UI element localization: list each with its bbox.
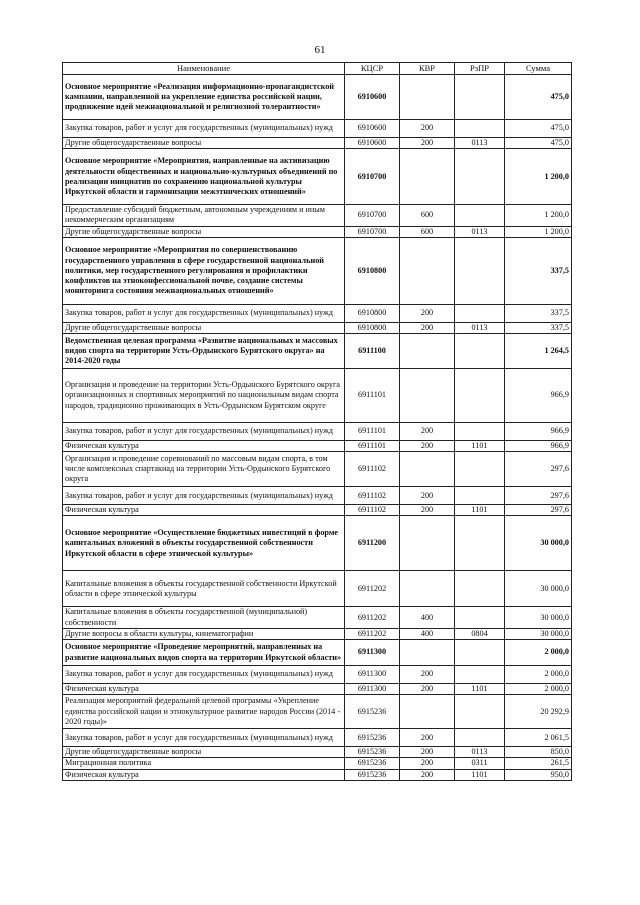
table-row	[63, 441, 572, 452]
cell-kcsr: 6911101	[345, 369, 400, 423]
cell-sum: 966,9	[505, 369, 572, 423]
table-row	[63, 571, 572, 607]
cell-sum: 475,0	[505, 120, 572, 138]
cell-rzpr	[455, 571, 505, 607]
cell-name: Основное мероприятие «Проведение мероприятий, направленных на развитие национальных видов спорта на территории Иркутской области»	[63, 640, 345, 666]
cell-name: Закупка товаров, работ и услуг для государственных (муниципальных) нужд	[63, 120, 345, 138]
table-row	[63, 505, 572, 516]
table-row	[63, 334, 572, 369]
cell-kcsr: 6910800	[345, 304, 400, 322]
table-row	[63, 149, 572, 205]
cell-name: Физическая культура	[63, 684, 345, 695]
cell-name: Миграционная политика	[63, 758, 345, 769]
cell-rzpr	[455, 423, 505, 441]
cell-rzpr	[455, 452, 505, 487]
cell-kcsr: 6915236	[345, 769, 400, 780]
table-row	[63, 304, 572, 322]
table-row	[63, 758, 572, 769]
cell-sum: 297,6	[505, 487, 572, 505]
cell-kvr	[400, 75, 455, 120]
cell-name: Организация и проведение соревнований по массовым видам спорта, в том числе комплексных спартакиад на территории Усть-Ордынского Бурятского округа	[63, 452, 345, 487]
cell-kvr	[400, 369, 455, 423]
cell-kvr: 600	[400, 226, 455, 237]
cell-rzpr: 0113	[455, 322, 505, 333]
cell-kcsr: 6910700	[345, 149, 400, 205]
cell-sum: 1 200,0	[505, 149, 572, 205]
page-number: 61	[314, 44, 326, 56]
cell-sum: 950,0	[505, 769, 572, 780]
budget-table	[62, 62, 572, 781]
cell-name: Другие общегосударственные вопросы	[63, 322, 345, 333]
table-row	[63, 237, 572, 304]
cell-rzpr: 0113	[455, 747, 505, 758]
cell-name: Основное мероприятие «Мероприятия, направленные на активизацию деятельности общественных и национально-культурных объединений по реализации инициатив по сохранению национальной культуры Иркутской области и гармонизации межэтнических отношений»	[63, 149, 345, 205]
cell-kcsr: 6911101	[345, 423, 400, 441]
cell-name: Физическая культура	[63, 769, 345, 780]
cell-kcsr: 6911202	[345, 607, 400, 628]
cell-sum: 297,6	[505, 505, 572, 516]
cell-kvr: 200	[400, 758, 455, 769]
cell-kvr	[400, 516, 455, 571]
cell-name: Закупка товаров, работ и услуг для государственных (муниципальных) нужд	[63, 304, 345, 322]
cell-kvr	[400, 640, 455, 666]
cell-kvr	[400, 452, 455, 487]
cell-rzpr	[455, 607, 505, 628]
cell-name: Другие общегосударственные вопросы	[63, 226, 345, 237]
cell-kvr: 200	[400, 423, 455, 441]
cell-kcsr: 6911101	[345, 441, 400, 452]
cell-kvr: 200	[400, 487, 455, 505]
table-row	[63, 205, 572, 226]
cell-kvr	[400, 149, 455, 205]
cell-kvr: 400	[400, 607, 455, 628]
cell-kcsr: 6910800	[345, 322, 400, 333]
cell-kcsr: 6911202	[345, 571, 400, 607]
header-sum: Сумма	[505, 63, 572, 75]
cell-kvr	[400, 237, 455, 304]
table-header-row	[63, 63, 572, 75]
cell-rzpr	[455, 487, 505, 505]
table-row	[63, 747, 572, 758]
cell-kcsr: 6911102	[345, 505, 400, 516]
cell-kvr: 200	[400, 505, 455, 516]
cell-rzpr	[455, 205, 505, 226]
cell-rzpr: 0804	[455, 628, 505, 639]
cell-name: Основное мероприятие «Осуществление бюджетных инвестиций в форме капитальных вложений в объекты государственной собственности Иркутской области в сфере этнической культуры»	[63, 516, 345, 571]
cell-rzpr: 1101	[455, 769, 505, 780]
cell-sum: 30 000,0	[505, 607, 572, 628]
cell-sum: 850,0	[505, 747, 572, 758]
table-row	[63, 769, 572, 780]
cell-sum: 20 292,9	[505, 695, 572, 729]
table-body	[63, 75, 572, 781]
cell-name: Организация и проведение на территории Усть-Ордынского Бурятского округа организационных и спортивных мероприятий по национальным видам спорта народов, традиционно проживающих в Усть-Ордынском Бурятском округе	[63, 369, 345, 423]
cell-kvr	[400, 571, 455, 607]
cell-kcsr: 6911102	[345, 452, 400, 487]
cell-kvr: 200	[400, 322, 455, 333]
table-row	[63, 729, 572, 747]
cell-name: Закупка товаров, работ и услуг для государственных (муниципальных) нужд	[63, 487, 345, 505]
cell-name: Закупка товаров, работ и услуг для государственных (муниципальных) нужд	[63, 729, 345, 747]
table-row	[63, 695, 572, 729]
cell-kcsr: 6915236	[345, 758, 400, 769]
cell-name: Капитальные вложения в объекты государственной (муниципальной) собственности	[63, 607, 345, 628]
table-row	[63, 684, 572, 695]
cell-sum: 2 061,5	[505, 729, 572, 747]
cell-name: Основное мероприятие «Реализация информационно-пропагандистской кампании, направленной на укрепление единства российской нации, продвижение идей межнациональной и религиозной толерантности»	[63, 75, 345, 120]
cell-sum: 1 200,0	[505, 205, 572, 226]
table-row	[63, 369, 572, 423]
cell-kcsr: 6911300	[345, 640, 400, 666]
cell-rzpr	[455, 120, 505, 138]
cell-name: Основное мероприятие «Мероприятия по совершенствованию государственного управления в сфере государственной национальной политики, мер государственного регулирования и профилактики конфликтов на этноконфессиональной почве, создание системы мониторинга состояния межнациональных отношений»	[63, 237, 345, 304]
cell-sum: 30 000,0	[505, 571, 572, 607]
cell-sum: 297,6	[505, 452, 572, 487]
header-kvr: КВР	[400, 63, 455, 75]
cell-name: Ведомственная целевая программа «Развитие национальных и массовых видов спорта на территории Усть-Ордынского Бурятского округа» на 2014-2020 годы	[63, 334, 345, 369]
cell-sum: 966,9	[505, 423, 572, 441]
table-row	[63, 516, 572, 571]
cell-kvr: 200	[400, 684, 455, 695]
cell-rzpr	[455, 695, 505, 729]
cell-kcsr: 6911100	[345, 334, 400, 369]
cell-rzpr	[455, 149, 505, 205]
cell-name: Физическая культура	[63, 505, 345, 516]
table-row	[63, 640, 572, 666]
cell-kcsr: 6910600	[345, 138, 400, 149]
cell-kvr: 600	[400, 205, 455, 226]
cell-name: Закупка товаров, работ и услуг для государственных (муниципальных) нужд	[63, 423, 345, 441]
table-row	[63, 607, 572, 628]
table-row	[63, 75, 572, 120]
cell-name: Капитальные вложения в объекты государственной собственности Иркутской области в сфере этнической культуры	[63, 571, 345, 607]
table-row	[63, 322, 572, 333]
cell-rzpr	[455, 516, 505, 571]
cell-sum: 261,5	[505, 758, 572, 769]
cell-sum: 966,9	[505, 441, 572, 452]
cell-kcsr: 6911200	[345, 516, 400, 571]
cell-sum: 2 000,0	[505, 684, 572, 695]
table-row	[63, 487, 572, 505]
cell-kcsr: 6910700	[345, 205, 400, 226]
cell-kcsr: 6911202	[345, 628, 400, 639]
cell-rzpr	[455, 334, 505, 369]
cell-sum: 337,5	[505, 304, 572, 322]
cell-kvr: 200	[400, 304, 455, 322]
header-kcsr: КЦСР	[345, 63, 400, 75]
cell-kcsr: 6915236	[345, 695, 400, 729]
table-row	[63, 423, 572, 441]
cell-name: Предоставление субсидий бюджетным, автономным учреждениям и иным некоммерческим организациям	[63, 205, 345, 226]
cell-sum: 30 000,0	[505, 628, 572, 639]
cell-kcsr: 6910700	[345, 226, 400, 237]
header-rzpr: РзПР	[455, 63, 505, 75]
cell-rzpr: 0113	[455, 138, 505, 149]
cell-kvr: 200	[400, 441, 455, 452]
table-row	[63, 666, 572, 684]
cell-rzpr: 1101	[455, 684, 505, 695]
table-row	[63, 120, 572, 138]
cell-name: Другие вопросы в области культуры, кинематографии	[63, 628, 345, 639]
cell-name: Физическая культура	[63, 441, 345, 452]
cell-sum: 1 264,5	[505, 334, 572, 369]
table-row	[63, 628, 572, 639]
cell-kvr: 200	[400, 769, 455, 780]
cell-rzpr	[455, 666, 505, 684]
cell-sum: 30 000,0	[505, 516, 572, 571]
cell-kvr	[400, 695, 455, 729]
cell-name: Реализация мероприятий федеральной целевой программы «Укрепление единства российской нации и этнокультурное развитие народов России (2014 - 2020 годы)»	[63, 695, 345, 729]
cell-sum: 337,5	[505, 237, 572, 304]
cell-rzpr: 0113	[455, 226, 505, 237]
cell-kcsr: 6911300	[345, 684, 400, 695]
cell-kcsr: 6911300	[345, 666, 400, 684]
cell-rzpr	[455, 729, 505, 747]
cell-kvr: 200	[400, 747, 455, 758]
cell-name: Другие общегосударственные вопросы	[63, 138, 345, 149]
cell-kcsr: 6910800	[345, 237, 400, 304]
cell-kvr	[400, 334, 455, 369]
cell-rzpr: 0311	[455, 758, 505, 769]
cell-kcsr: 6915236	[345, 729, 400, 747]
cell-rzpr	[455, 640, 505, 666]
cell-kcsr: 6911102	[345, 487, 400, 505]
cell-rzpr: 1101	[455, 505, 505, 516]
cell-sum: 475,0	[505, 75, 572, 120]
cell-rzpr: 1101	[455, 441, 505, 452]
cell-sum: 1 200,0	[505, 226, 572, 237]
cell-sum: 2 000,0	[505, 666, 572, 684]
header-name: Наименование	[63, 63, 345, 75]
cell-rzpr	[455, 237, 505, 304]
cell-kvr: 200	[400, 138, 455, 149]
table-row	[63, 138, 572, 149]
table-row	[63, 452, 572, 487]
cell-kvr: 200	[400, 729, 455, 747]
cell-name: Закупка товаров, работ и услуг для государственных (муниципальных) нужд	[63, 666, 345, 684]
cell-rzpr	[455, 75, 505, 120]
cell-sum: 2 000,0	[505, 640, 572, 666]
table-row	[63, 226, 572, 237]
cell-kcsr: 6910600	[345, 75, 400, 120]
cell-kvr: 200	[400, 666, 455, 684]
cell-kvr: 400	[400, 628, 455, 639]
cell-kcsr: 6915236	[345, 747, 400, 758]
cell-kcsr: 6910600	[345, 120, 400, 138]
cell-name: Другие общегосударственные вопросы	[63, 747, 345, 758]
cell-rzpr	[455, 369, 505, 423]
cell-sum: 475,0	[505, 138, 572, 149]
cell-sum: 337,5	[505, 322, 572, 333]
cell-rzpr	[455, 304, 505, 322]
cell-kvr: 200	[400, 120, 455, 138]
